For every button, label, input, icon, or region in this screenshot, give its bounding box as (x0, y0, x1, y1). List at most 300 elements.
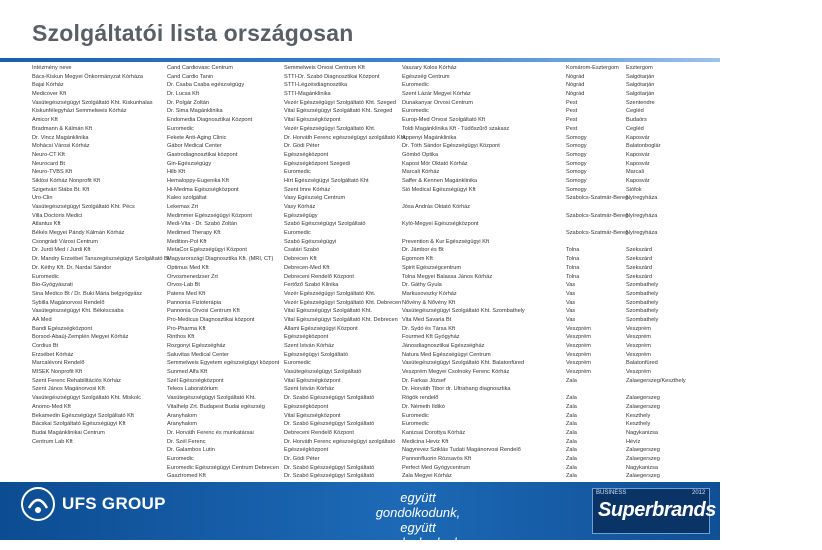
provider-row: Bio-Gyógyászati (32, 282, 73, 289)
provider-county (566, 203, 626, 212)
provider-row (402, 281, 822, 290)
provider-county: Zala (566, 429, 577, 436)
provider-city: Veszprém (626, 343, 651, 349)
provider-row (402, 455, 822, 464)
provider-city: Veszprém (626, 351, 651, 358)
provider-name: Dr. Sydó és Társa Kft (402, 325, 456, 332)
provider-row: Gin-Egészségügy (167, 160, 212, 167)
provider-row (402, 99, 822, 108)
provider-county: Zala (566, 455, 577, 462)
provider-row (402, 264, 822, 273)
provider-row: Pro-Pharma Kft (167, 325, 206, 332)
provider-row (402, 81, 822, 90)
provider-name: Spirit Egészségcentrum (402, 264, 462, 271)
provider-column-1 (32, 64, 170, 446)
provider-row: Pannonia Orvosi Centrum Kft (167, 308, 240, 315)
provider-row: Hilb Kft (167, 169, 186, 176)
provider-row: Neuro-CT Kft (32, 151, 65, 158)
provider-row: Orvosmenedzser Zrt (167, 273, 218, 280)
provider-row: Dr. Gödi Péter (284, 455, 320, 462)
provider-row: Siklósi Kórház Nonprofit Kft (32, 177, 101, 184)
provider-row: Lekemax Zrt (167, 204, 199, 210)
provider-row (402, 168, 822, 177)
provider-county: Somogy (566, 169, 587, 176)
provider-row: Euromedic (167, 455, 194, 462)
provider-county (566, 220, 626, 229)
provider-row: Szent János Magánorvosi Kft (32, 386, 105, 393)
provider-city (626, 203, 686, 212)
provider-city: Zalaegerszeg (626, 473, 660, 480)
provider-row (402, 116, 822, 125)
provider-county: Zala (566, 438, 577, 445)
provider-city: Szombathely (626, 282, 659, 289)
provider-row: Hi-Medma Egészségközpont (167, 186, 239, 193)
provider-row: Vasútegészségügyi Szolgáltató Kht. Pécs (32, 204, 135, 210)
provider-name: Zala Megyei Kórház (402, 473, 452, 480)
provider-row: Teleos Laboratórium (167, 386, 218, 393)
provider-name: Euromedic (402, 82, 429, 89)
provider-name: Saffer & Kennen Magánklinika (402, 177, 478, 184)
provider-row (402, 125, 822, 134)
provider-city: Veszprém (626, 325, 651, 332)
provider-row: Neuro-TVBS Kft (32, 169, 73, 176)
provider-name (402, 229, 566, 238)
provider-row: Bács-Kiskun Megyei Önkormányzat Kórháza (32, 73, 143, 80)
provider-city: Zalaegerszeg (626, 395, 660, 402)
provider-city: Hévíz (626, 438, 641, 445)
provider-row: Medimmer Egészségügyi Központ (167, 212, 252, 219)
provider-county: Nógrád (566, 91, 585, 98)
provider-row: Orvos-Lab Bt (167, 282, 200, 289)
provider-name: Tolna Megyei Balassa János Kórház (402, 273, 493, 280)
provider-city: Esztergom (626, 65, 653, 71)
provider-row: Euromedic (32, 273, 59, 280)
provider-row: Dr. Lucsa Kft (167, 91, 200, 98)
provider-row: Kiskunfélegyházi Semmelweis Kórház (32, 108, 127, 115)
provider-row: Dr. Szabó Egészségügyi Szolgáltató (284, 464, 375, 471)
provider-row (402, 412, 822, 421)
provider-row: Semmelweis Orvosi Centrum Kft (284, 65, 365, 71)
provider-name: Dr. Tóth Sándor Egészségügyi Központ (402, 143, 500, 150)
provider-city (626, 385, 686, 394)
provider-city: Balatonboglár (626, 143, 661, 150)
provider-row: Sina Medico Bt / Dr. Buki Mária belgyógyász (32, 290, 143, 297)
provider-row: Dr. Csaba Csaba egészségügy (167, 82, 245, 89)
provider-row: Cand Cardio Tanin (167, 73, 214, 80)
provider-row (402, 246, 822, 255)
provider-row: Dr. Mandry Erzsébet Tanszegészségügyi Szolgáltató Bt (32, 256, 170, 263)
provider-row: Hírt Egészségügyi Szolgáltató Kht (284, 177, 369, 184)
provider-row: Borsod-Abaúj-Zemplén Megyei Kórház (32, 334, 129, 341)
provider-county: Zala (566, 412, 577, 419)
provider-row: STTI-Magánklinika (284, 91, 331, 98)
provider-row: Egészségközpont Szegedi (284, 160, 350, 167)
provider-city: Zalaegerszeg (626, 403, 660, 410)
provider-row: Patens Med Kft (167, 290, 206, 297)
provider-row (402, 273, 822, 282)
provider-county: Veszprém (566, 369, 591, 376)
provider-row: Fekete Anti-Aging Clinic (167, 134, 227, 141)
provider-row: Mohácsi Városi Kórház (32, 143, 90, 150)
provider-row (402, 151, 822, 160)
provider-city: Keszthely (626, 412, 651, 419)
provider-row: Cordius Bt (32, 343, 59, 349)
provider-row (402, 316, 822, 325)
provider-county: Komárom-Esztergom (566, 65, 619, 71)
provider-row: Aranyhalom (167, 421, 197, 428)
provider-row: Dr. Szabó Egészségügyi Szolgáltató (284, 473, 375, 480)
provider-row: Atlantus Kft (32, 221, 61, 228)
provider-row (402, 186, 822, 195)
provider-county: Veszprém (566, 343, 591, 349)
provider-county: Tolna (566, 264, 580, 271)
provider-row (402, 177, 822, 186)
provider-name: Veszprém Megyei Csolnoky Ferenc Kórház (402, 369, 510, 376)
provider-city: Budaörs (626, 117, 647, 124)
provider-name: Toldi Magánklinika Kft - Tüdőszűrő szakasz (402, 125, 510, 132)
provider-row: Vasy Egészség Centrum (284, 195, 346, 202)
provider-city: Veszprém (626, 369, 651, 376)
provider-county: Tolna (566, 273, 580, 280)
provider-row: MetaCor Egészségügyi Központ (167, 247, 247, 254)
provider-row: Amicor Kft (32, 117, 58, 124)
provider-row: Vasútegészségügyi Kht. Békéscsaba (32, 308, 124, 315)
provider-row (402, 238, 822, 247)
provider-row: Dr. Vincz Magánklinika (32, 134, 89, 141)
provider-name: Dr. Farkas József (402, 377, 446, 384)
provider-name: Dr. Németh Ildikó (402, 403, 445, 410)
provider-row (402, 385, 822, 394)
provider-city: Salgótarján (626, 91, 655, 98)
provider-county: Somogy (566, 186, 587, 193)
provider-row: Békés Megyei Pándy Kálmán Kórház (32, 230, 125, 237)
provider-city: Nyíregyháza (626, 230, 658, 237)
provider-row: STTI-Légzésdiagnosztika (284, 82, 348, 89)
provider-name: Kyló-Megyei Egészségközpont (402, 221, 479, 228)
provider-name: Europ-Med Orvosi Szolgáltató Kft (402, 117, 486, 124)
provider-name: Egomom Kft (402, 256, 433, 263)
provider-county: Pest (566, 99, 578, 106)
provider-name: Prevention & Kur Egészségügyi Kft (402, 238, 490, 245)
provider-row: AA Med (32, 316, 52, 323)
provider-row: Vitalhelp Zrt. Budapest Budai egészség (167, 403, 265, 410)
provider-row: Dr. Szabó Egészségügyi Szolgáltató (284, 395, 375, 402)
provider-county: Tolna (566, 256, 580, 263)
provider-row (402, 472, 822, 481)
provider-row (402, 73, 822, 82)
provider-row (402, 64, 822, 73)
provider-name: Vasútegészségügyi Szolgáltató Kht. Balatonfüred (402, 360, 525, 367)
provider-row: Szent Imre Kórház (284, 186, 331, 193)
provider-row (402, 342, 822, 351)
provider-county: Szabolcs-Szatmár-Bereg (566, 230, 629, 237)
provider-county: Veszprém (566, 325, 591, 332)
provider-row: Vezér Egészségügyi Szolgáltató Kht. (284, 290, 376, 297)
provider-row (402, 325, 822, 334)
provider-column-2 (167, 64, 285, 516)
provider-row: Vasy Kórház (284, 204, 316, 210)
provider-name: Euromedic (402, 412, 429, 419)
provider-row: Euromedic (167, 125, 194, 132)
provider-row (402, 194, 822, 203)
provider-row: Dr. Szél Ferenc (167, 438, 206, 445)
provider-city: Szekszárd (626, 247, 653, 254)
provider-row: Dr. Horváth Ferenc és munkatársai (167, 429, 254, 436)
provider-row: Euromedic (284, 230, 311, 237)
provider-row: Euromedic (284, 169, 311, 176)
provider-row: Euromedic Egészségügyi Centrum Debrecen (167, 464, 279, 471)
provider-row (402, 429, 822, 438)
provider-city (626, 220, 686, 229)
provider-county: Zala (566, 473, 577, 480)
provider-row: Marcalévoni Rendelő (32, 360, 85, 367)
provider-row: Neurocard Bt (32, 160, 65, 167)
provider-name: Marcali Kórház (402, 169, 440, 176)
provider-row: Centrum Lab Kft (32, 438, 73, 445)
provider-city: Szekszárd (626, 256, 653, 263)
provider-name: Pannonfluorin Rózsavös Kft (402, 455, 472, 462)
provider-name: Nagyrevez Sziklás Tudati Magánorvosi Rendelő (402, 447, 521, 454)
provider-row: Medicover Kft (32, 91, 67, 98)
provider-city: Szentendre (626, 99, 655, 106)
provider-row (402, 307, 822, 316)
provider-county: Vas (566, 299, 576, 306)
provider-city: Nagykanizsa (626, 429, 659, 436)
provider-row: Bácskai Szolgáltató Egészségügyi Kft (32, 421, 126, 428)
provider-row: Intézmény neve (32, 65, 72, 71)
provider-county: Somogy (566, 143, 587, 150)
provider-name: Rögök rendelő (402, 395, 439, 402)
provider-county: Veszprém (566, 351, 591, 358)
provider-row (402, 229, 822, 238)
provider-county: Somogy (566, 160, 587, 167)
provider-city: Szombathely (626, 308, 659, 315)
provider-name: Vita Med Savaria Bt (402, 316, 452, 323)
provider-name (402, 212, 566, 221)
provider-city: Szombathely (626, 290, 659, 297)
provider-row (402, 394, 822, 403)
provider-row: MISEK Nonprofit Kft (32, 369, 83, 376)
slogan-line-2: együtt gondoskodunk (375, 520, 461, 550)
provider-row: Rinthos Kft (167, 334, 195, 341)
badge-top-label: BUSINESS (596, 490, 627, 496)
provider-name: Sió Medical Egészségügyi Kft (402, 186, 476, 193)
provider-city: Salgótarján (626, 73, 655, 80)
provider-row: Semmelweis Egyetem egészségügyi központ (167, 360, 280, 367)
provider-row: Pro-Medicus Diagnosztikai központ (167, 316, 255, 323)
provider-row (402, 420, 822, 429)
slogan (358, 490, 478, 550)
provider-city: Kaposvár (626, 134, 650, 141)
provider-county: Vas (566, 282, 576, 289)
provider-row (402, 377, 822, 386)
provider-city: Kaposvár (626, 177, 650, 184)
provider-row: Bandi Egészségközpont (32, 325, 93, 332)
provider-name: Nővény & Nővény Kft (402, 299, 456, 306)
provider-city: Marcali (626, 169, 645, 176)
provider-county: Szabolcs-Szatmár-Bereg (566, 212, 629, 219)
provider-row: Rozgonyi Egészségház (167, 343, 226, 349)
provider-row: Saluvitas Medical Center (167, 351, 229, 358)
provider-county (566, 238, 626, 247)
provider-row: Vezér Egészségügyi Szolgáltató Kht. Debrecen (284, 299, 402, 306)
provider-county: Vas (566, 290, 576, 297)
provider-row: Euromedic (284, 360, 311, 367)
provider-row (402, 446, 822, 455)
provider-row: Szabó Egészségügyi Szolgáltató (284, 221, 366, 228)
provider-county: Tolna (566, 247, 580, 254)
provider-row: Dr. Jurdi Med / Jurdi Kft (32, 247, 91, 254)
provider-name: Egészség Centrum (402, 73, 450, 80)
provider-county: Pest (566, 108, 578, 115)
provider-row: Vital Egészségügyi Szolgáltató Kht. (284, 308, 372, 315)
provider-city: Siófok (626, 186, 642, 193)
provider-row (402, 359, 822, 368)
provider-row: Bradmann & Kálmán Kft (32, 125, 93, 132)
provider-row: Egészségközpont (284, 151, 329, 158)
provider-row: Vezér Egészségügyi Szolgáltató Kht. Szeged (284, 99, 396, 106)
provider-column-4 (402, 64, 822, 481)
provider-city: Szombathely (626, 299, 659, 306)
provider-row: Medition-Pol Kft (167, 238, 207, 245)
provider-name: Markusovszky Kórház (402, 290, 457, 297)
provider-row (402, 107, 822, 116)
provider-row: Dr. Galambos Lutin (167, 447, 215, 454)
provider-row: Egészségközpont (284, 334, 329, 341)
provider-row: Aranyhalom (167, 412, 197, 419)
provider-row (402, 90, 822, 99)
provider-row: Egészségügyi Szolgáltató (284, 351, 349, 358)
provider-row: Kaleo szolgáltat (167, 195, 207, 202)
provider-row (402, 351, 822, 360)
provider-city: Nagykanizsa (626, 464, 659, 471)
provider-city: Zalaegerszeg (626, 455, 660, 462)
provider-city: Szekszárd (626, 264, 653, 271)
provider-row (402, 220, 822, 229)
provider-name: Kaposi Mór Oktató Kórház (402, 160, 468, 167)
provider-row: Vital Egészségközpont (284, 377, 341, 384)
ufs-logo-icon (20, 486, 56, 522)
provider-name: Medicina Heviz Kft (402, 438, 449, 445)
provider-row (402, 255, 822, 264)
provider-name: Perfect Med Gyógycentrum (402, 464, 471, 471)
provider-row: Debreceni Rendelő Központ (284, 429, 354, 436)
provider-row: Dr. Szabó Egészségügyi Szolgáltató (284, 421, 375, 428)
provider-row: Csongrádi Városi Centrum (32, 238, 98, 245)
provider-name: Gömbö Optika (402, 151, 439, 158)
provider-row: Vasútegészségügyi Szolgáltató Kht. (167, 395, 256, 402)
provider-city: Zalaegerszeg (626, 447, 660, 454)
provider-row: Debrecen Kft (284, 256, 317, 263)
provider-county: Nógrád (566, 82, 585, 89)
provider-row: Vasútegészségügyi Szolgáltató Kht. Kiskunhalas (32, 99, 153, 106)
provider-county: Szabolcs-Szatmár-Bereg (566, 195, 629, 202)
provider-county: Somogy (566, 177, 587, 184)
provider-row: Szabó Egészségügyi (284, 238, 337, 245)
provider-name: Euromedic (402, 108, 429, 115)
provider-row: Hemaloppy-Eugenika Kft (167, 177, 229, 184)
provider-row: Debreceni Rendelő Központ (284, 273, 354, 280)
provider-row (402, 160, 822, 169)
provider-row: Dr. Horváth Ferenc egészségügyi szolgáltató Kht. (284, 134, 407, 141)
provider-row: Szigetvári Stábs Bt. Kft (32, 186, 90, 193)
provider-name: Jósa András Oktató Kórház (402, 204, 471, 210)
slogan-line-1: együtt gondolkodunk, (375, 490, 461, 520)
provider-row (402, 142, 822, 151)
provider-row: Szent Ferenc Rehabilitációs Kórház (32, 377, 121, 384)
provider-row: STTI-Dr. Szabó Diagnosztikai Központ (284, 73, 380, 80)
provider-row: Dr. Sima Magánklinika (167, 108, 223, 115)
provider-row: Szent István Kórház (284, 343, 335, 349)
provider-row: Állami Egészségügyi Központ (284, 325, 358, 332)
provider-city: Keszthely (626, 421, 651, 428)
provider-county: Vas (566, 316, 576, 323)
provider-county (566, 385, 626, 394)
superbrands-wordmark: Superbrands (598, 499, 716, 521)
provider-row: Medimed Therapy Kft (167, 230, 221, 237)
provider-county: Zala (566, 403, 577, 410)
provider-name: Appenyi Magánklinika (402, 134, 457, 141)
badge-year: 2012 (692, 490, 706, 496)
provider-row: Pannonia Fizioterápia (167, 299, 222, 306)
provider-row (402, 403, 822, 412)
provider-row (402, 290, 822, 299)
provider-row (402, 333, 822, 342)
provider-county: Pest (566, 117, 578, 124)
provider-row: Debrecen-Med Kft (284, 264, 330, 271)
provider-row: Optimus Med Kft (167, 264, 209, 271)
provider-row: Gastrodiagnosztikai központ (167, 151, 238, 158)
provider-row (402, 203, 822, 212)
provider-row: Egészségközpont (284, 447, 329, 454)
provider-city: Veszprém (626, 334, 651, 341)
provider-row: Anomo-Med Kft (32, 403, 71, 410)
provider-row: Villa Doctoris Medici (32, 212, 83, 219)
provider-row: Szél Egészségközpont (167, 377, 224, 384)
provider-row: Vital Egészségközpont (284, 117, 341, 124)
provider-city: Cegléd (626, 125, 644, 132)
provider-county: Zala (566, 395, 577, 402)
provider-city: Kaposvár (626, 160, 650, 167)
provider-name: Fourmed Kft Gyógyház (402, 334, 460, 341)
provider-row: Magyarországi Diagnosztika Kft. (MRI, CT) (167, 256, 274, 263)
provider-name: Dunakanyar Orvosi Centrum (402, 99, 473, 106)
provider-row (402, 212, 822, 221)
provider-name: Jánosdiagnosztikai Egészségház (402, 343, 485, 349)
provider-name: Kanizsai Dorottya Kórház (402, 429, 466, 436)
provider-city (626, 238, 686, 247)
page-title: Szolgáltatói lista országosan (32, 20, 354, 46)
provider-name: Dr. Gáthy Gyula (402, 282, 442, 289)
provider-row: Bekamedin Egészségügyi Szolgáltató Kft (32, 412, 134, 419)
provider-county: Veszprém (566, 360, 591, 367)
provider-row: Gasztromed Kft (167, 473, 206, 480)
provider-row: Gábor Medical Center (167, 143, 222, 150)
provider-row: Egészségközpont (284, 403, 329, 410)
provider-city: Cegléd (626, 108, 644, 115)
provider-county: Somogy (566, 134, 587, 141)
provider-row: Vezér Egészségügyi Szolgáltató Kht. (284, 125, 376, 132)
provider-row: Uro-Clin (32, 195, 53, 202)
title-divider (0, 58, 720, 62)
provider-county: Somogy (566, 151, 587, 158)
provider-row: Dr. Gödi Péter (284, 143, 320, 150)
provider-column-3 (284, 64, 407, 524)
provider-row: Csatári Szabó (284, 247, 320, 254)
provider-county: Pest (566, 125, 578, 132)
provider-county: Zala (566, 421, 577, 428)
provider-row (402, 368, 822, 377)
